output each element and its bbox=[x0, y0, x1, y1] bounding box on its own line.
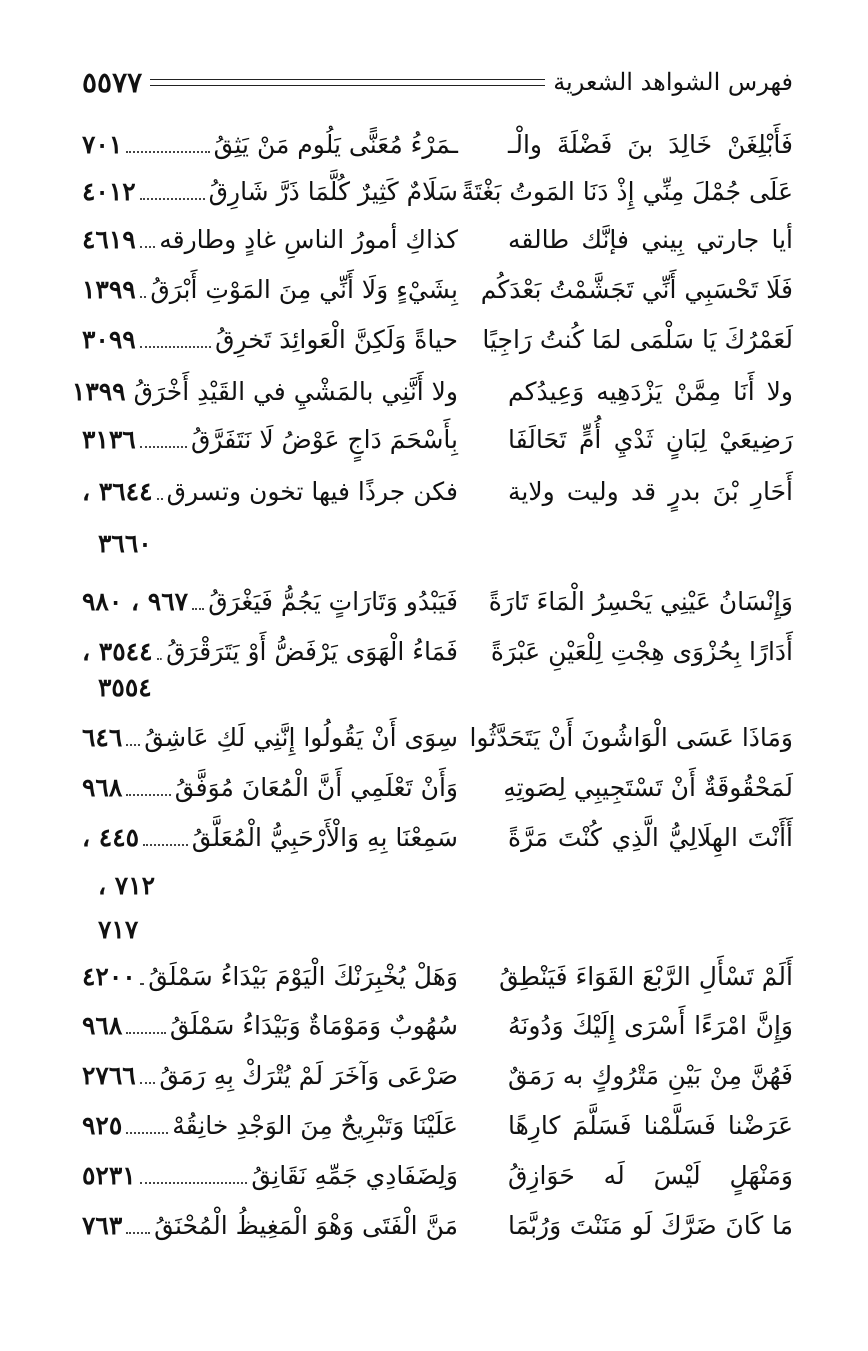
second-hemistich-line bbox=[71, 372, 458, 412]
second-hemistich: سُهُوبٌ وَمَوْمَاةٌ وَبَيْدَاءُ سَمْلَقُ bbox=[169, 1011, 458, 1040]
second-hemistich: عَلَيْنَا وَتَبْرِيحٌ مِنَ الوَجْدِ خانِقُهْ bbox=[172, 1111, 458, 1140]
second-hemistich: مَنَّ الْفَتَى وَهْوَ الْمَغِيظُ الْمُحْنَقُ bbox=[154, 1211, 458, 1240]
reference-numbers: ٧٠١ bbox=[82, 130, 123, 159]
verse-entry bbox=[82, 1106, 793, 1146]
second-hemistich-line bbox=[82, 270, 458, 310]
verse-entry bbox=[82, 1006, 793, 1046]
reference-numbers: ٤٦١٩ bbox=[82, 225, 136, 254]
dot-leader bbox=[140, 432, 187, 448]
reference-numbers: ١٣٩٩ bbox=[82, 275, 136, 304]
dot-leader bbox=[140, 332, 211, 348]
first-hemistich: رَضِيعَيْ لِبَانٍ ثَدْيِ أُمٍّ تَحَالَفَا bbox=[508, 425, 793, 454]
reference-numbers: ٣٥٤٤ ، bbox=[82, 637, 153, 666]
second-hemistich-line bbox=[82, 220, 458, 260]
reference-numbers: ٧٦٣ bbox=[82, 1211, 123, 1240]
second-hemistich: فَيَبْدُو وَتَارَاتٍ يَجُمُّ فَيَغْرَقُ bbox=[208, 587, 458, 616]
reference-numbers: ٩٦٨ bbox=[82, 773, 123, 802]
second-hemistich: حياةً وَلَكِنَّ الْعَوائِدَ تَخرِقُ bbox=[215, 325, 458, 354]
verse-entry bbox=[82, 582, 793, 622]
verse-entry bbox=[82, 818, 793, 858]
reference-numbers: ٣١٣٦ bbox=[82, 425, 136, 454]
first-hemistich: أَأَنْتَ الهِلَالِيُّ الَّذِي كُنْتَ مَرَّةً bbox=[508, 823, 793, 852]
first-hemistich: ولا أَنَا مِمَّنْ يَزْدَهِيه وَعِيدُكم bbox=[508, 377, 793, 406]
reference-numbers: ٤٢٠٠ bbox=[82, 962, 136, 991]
second-hemistich-line bbox=[82, 320, 458, 360]
second-hemistich: سِوَى أَنْ يَقُولُوا إِنَّنِي لَكِ عَاشِقُ bbox=[144, 723, 458, 752]
verse-entry bbox=[82, 768, 793, 808]
second-hemistich: ولا أَنَّنِي بالمَشْيِ في القَيْدِ أَخْرَقُ bbox=[133, 377, 458, 406]
dot-leader bbox=[140, 232, 156, 248]
second-hemistich: بِأَسْحَمَ دَاجٍ عَوْضُ لَا نَتَفَرَّقُ bbox=[191, 425, 458, 454]
reference-numbers: ٣٠٩٩ bbox=[82, 325, 136, 354]
verse-entry bbox=[82, 472, 793, 512]
second-hemistich-line bbox=[82, 768, 458, 808]
reference-numbers: ٩٦٨ bbox=[82, 1011, 123, 1040]
reference-numbers: ٤٠١٢ bbox=[82, 177, 136, 206]
first-hemistich: عَرَضْنا فَسَلَّمْنا فَسَلَّمَ كارِهًا bbox=[508, 1111, 793, 1140]
second-hemistich: كذاكِ أمورُ الناسِ غادٍ وطارقه bbox=[159, 225, 458, 254]
first-hemistich: أَحَارِ بْنَ بدرٍ قد وليت ولاية bbox=[508, 477, 793, 506]
second-hemistich-line bbox=[82, 1006, 458, 1046]
second-hemistich-line bbox=[82, 125, 458, 165]
first-hemistich: فَهُنَّ مِنْ بَيْنِ مَتْرُوكٍ به رَمَقٌ bbox=[508, 1061, 793, 1090]
dot-leader bbox=[192, 594, 204, 610]
second-hemistich-line bbox=[82, 582, 458, 622]
first-hemistich: أَدَارًا بِحُزْوَى هِجْتِ لِلْعَيْنِ عَبْرَةً bbox=[490, 637, 793, 666]
second-hemistich-line bbox=[82, 472, 458, 512]
first-hemistich: فَلَا تَحْسَبِي أَنِّي تَجَشَّمْتُ بَعْدَكُم bbox=[480, 275, 793, 304]
second-hemistich: سَلَامٌ كَثِيرٌ كُلَّمَا ذَرَّ شَارِقُ bbox=[208, 177, 458, 206]
dot-leader bbox=[126, 1018, 166, 1034]
second-hemistich-line bbox=[82, 1206, 458, 1246]
verse-entry bbox=[82, 320, 793, 360]
second-hemistich: سَمِعْنَا بِهِ وَالْأَرْحَبِيُّ الْمُعَلَّقُ bbox=[191, 823, 458, 852]
reference-numbers: ٤٤٥ ، bbox=[82, 823, 140, 852]
dot-leader bbox=[143, 830, 188, 846]
second-hemistich: وَلِضَفَادِي جَمِّهِ نَقَانِقُ bbox=[251, 1161, 458, 1190]
second-hemistich: وَأَنْ تَعْلَمِي أَنَّ الْمُعَانَ مُوَفَّقُ bbox=[174, 773, 458, 802]
reference-numbers: ٥٢٣١ bbox=[82, 1161, 136, 1190]
second-hemistich-line bbox=[82, 632, 458, 672]
first-hemistich: أيا جارتي بِيني فإنَّك طالقه bbox=[508, 225, 793, 254]
second-hemistich-line bbox=[82, 957, 458, 997]
second-hemistich: فكن جرذًا فيها تخون وتسرق bbox=[166, 477, 458, 506]
verse-entry bbox=[71, 372, 793, 412]
first-hemistich: وَمَنْهَلٍ لَيْسَ لَه حَوَازِقُ bbox=[508, 1161, 793, 1190]
second-hemistich: ـمَرْءُ مُعَنًّى يَلُوم مَنْ يَثِقُ bbox=[213, 130, 458, 159]
dot-leader bbox=[126, 1218, 150, 1234]
second-hemistich-line bbox=[82, 718, 458, 758]
verse-entry bbox=[82, 632, 793, 672]
first-hemistich: مَا كَانَ ضَرَّكَ لَو مَنَنْتَ وَرُبَّمَا bbox=[508, 1211, 793, 1240]
second-hemistich-line bbox=[82, 172, 458, 212]
reference-numbers-continued: ٣٥٥٤ bbox=[98, 673, 152, 702]
second-hemistich-line bbox=[82, 1156, 458, 1196]
second-hemistich-line bbox=[82, 818, 458, 858]
dot-leader bbox=[140, 1168, 248, 1184]
verse-entry bbox=[82, 1206, 793, 1246]
first-hemistich: وَمَاذَا عَسَى الْوَاشُونَ أَنْ يَتَحَدَّثُوا bbox=[469, 723, 793, 752]
second-hemistich-line bbox=[82, 420, 458, 460]
dot-leader bbox=[126, 1118, 168, 1134]
reference-numbers-continued: ٣٦٦٠ bbox=[98, 529, 152, 558]
second-hemistich-line bbox=[82, 1056, 458, 1096]
first-hemistich: لَعَمْرُكَ يَا سَلْمَى لمَا كُنتُ رَاجِيًا bbox=[482, 325, 793, 354]
dot-leader bbox=[157, 644, 163, 660]
reference-numbers: ٩٢٥ bbox=[82, 1111, 123, 1140]
second-hemistich: بِشَيْءٍ وَلَا أَنِّي مِنَ المَوْتِ أَبْرَقُ bbox=[150, 275, 458, 304]
first-hemistich: أَلَمْ تَسْأَلِ الرَّبْعَ القَوَاءَ فَيَنْطِقُ bbox=[499, 962, 793, 991]
dot-leader bbox=[140, 184, 205, 200]
second-hemistich: وَهَلْ يُخْبِرَنْكَ الْيَوْمَ بَيْدَاءُ سَمْلَقُ bbox=[148, 962, 458, 991]
running-title: فهرس الشواهد الشعرية bbox=[553, 68, 793, 96]
page-number: ٥٥٧٧ bbox=[82, 65, 143, 99]
reference-numbers-continued: ٧١٧ bbox=[98, 915, 139, 944]
dot-leader bbox=[140, 1068, 156, 1084]
first-hemistich: فَأَبْلِغَنْ خَالِدَ بنَ فَضْلَةَ والْـ bbox=[508, 130, 793, 159]
verse-entry bbox=[82, 1056, 793, 1096]
second-hemistich: صَرْعَى وَآخَرَ لَمْ يُتْرَكْ بِهِ رَمَقُ bbox=[159, 1061, 458, 1090]
reference-numbers: ٢٧٦٦ bbox=[82, 1061, 136, 1090]
verse-entry bbox=[82, 270, 793, 310]
dot-leader bbox=[126, 137, 209, 153]
verse-entry bbox=[82, 220, 793, 260]
dot-leader bbox=[140, 969, 144, 985]
first-hemistich: لَمَحْقُوقَةٌ أَنْ تَسْتَجِيبِي لِصَوتِهِ bbox=[503, 773, 793, 802]
verse-entry bbox=[82, 718, 793, 758]
reference-numbers: ١٣٩٩ bbox=[71, 377, 126, 406]
first-hemistich: وَإِنْسَانُ عَيْنِي يَحْسِرُ الْمَاءَ تَارَةً bbox=[488, 587, 793, 616]
reference-numbers-continued: ٧١٢ ، bbox=[98, 871, 156, 900]
second-hemistich-line bbox=[82, 1106, 458, 1146]
verse-entry bbox=[82, 125, 793, 165]
reference-numbers: ٩٦٧ ، ٩٨٠ bbox=[82, 587, 189, 616]
dot-leader bbox=[157, 484, 163, 500]
verse-entry bbox=[82, 172, 793, 212]
first-hemistich: وَإِنَّ امْرَءًا أَسْرَى إِلَيْكَ وَدُونَهُ bbox=[508, 1011, 793, 1040]
dot-leader bbox=[126, 780, 170, 796]
dot-leader bbox=[126, 730, 140, 746]
verse-entry bbox=[82, 957, 793, 997]
dot-leader bbox=[140, 282, 147, 298]
reference-numbers: ٦٤٦ bbox=[82, 723, 123, 752]
second-hemistich: فَمَاءُ الْهَوَى يَرْفَضُّ أَوْ يَتَرَقْرَقُ bbox=[166, 637, 458, 666]
first-hemistich: عَلَى جُمْلَ مِنِّي إِذْ دَنَا المَوتُ بَغْتَةً bbox=[461, 177, 793, 206]
reference-numbers: ٣٦٤٤ ، bbox=[82, 477, 153, 506]
verse-entry bbox=[82, 420, 793, 460]
verse-entry bbox=[82, 1156, 793, 1196]
